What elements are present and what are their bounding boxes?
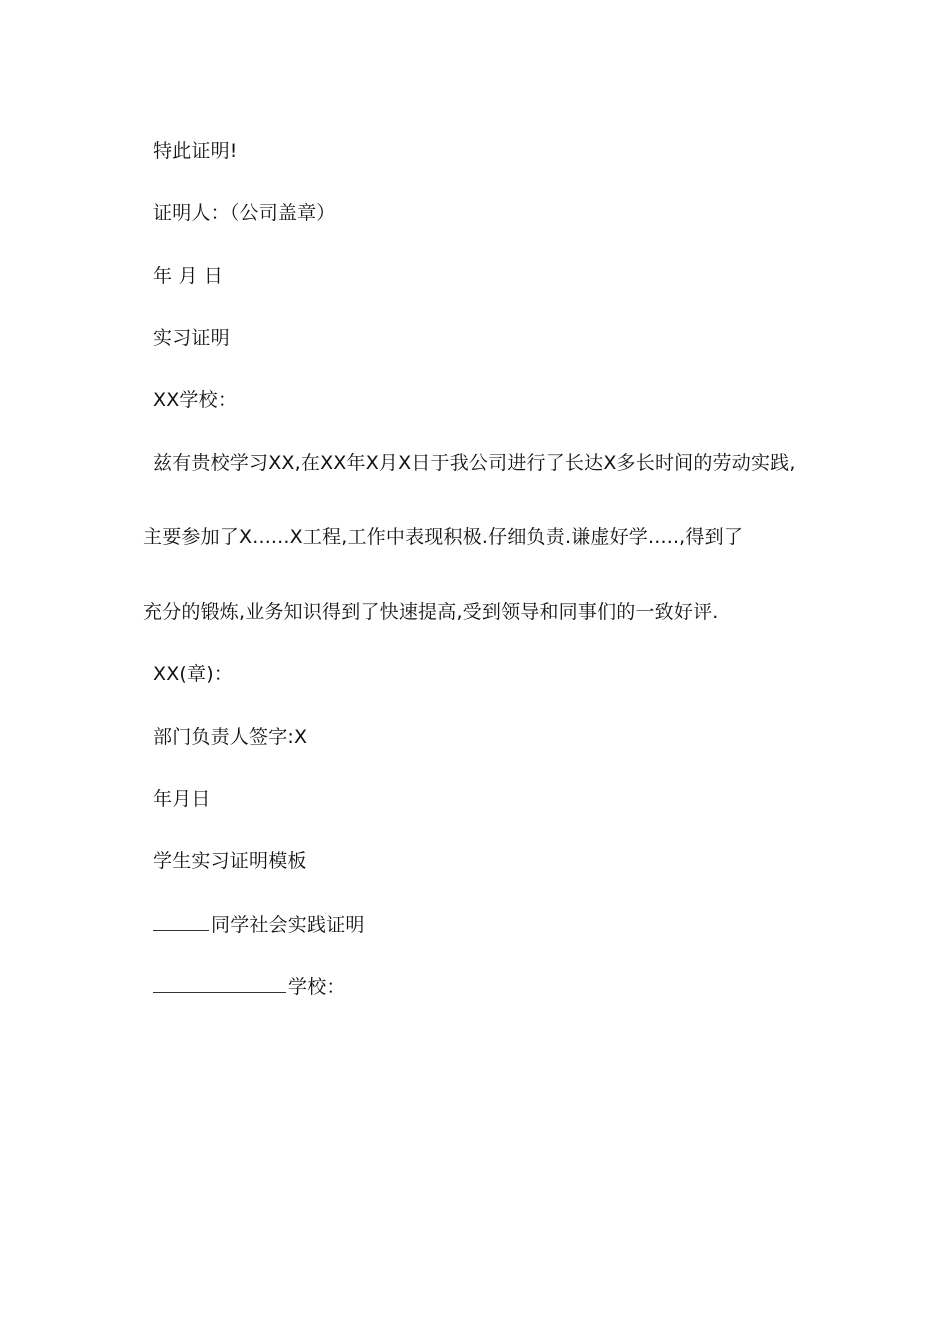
student-name-blank	[153, 912, 209, 931]
body-paragraph-line-1: 兹有贵校学习XX,在XX年X月X日于我公司进行了长达X多长时间的劳动实践,	[153, 452, 796, 474]
closing-statement: 特此证明!	[153, 140, 238, 162]
student-practice-title	[153, 912, 365, 937]
section-title: 实习证明	[153, 327, 230, 349]
signature-line: 部门负责人签字:X	[153, 726, 308, 748]
student-practice-label: 同学社会实践证明	[211, 914, 365, 936]
seal-line: XX(章)：	[153, 663, 234, 685]
body-paragraph-line-3: 充分的锻炼,业务知识得到了快速提高,受到领导和同事们的一致好评.	[143, 601, 719, 623]
certifier-line: 证明人：（公司盖章）	[153, 202, 336, 224]
date-line: 年 月 日	[153, 265, 224, 287]
school-name-blank	[153, 974, 286, 993]
school-salutation-label: 学校：	[288, 976, 346, 998]
body-paragraph-line-2: 主要参加了X......X工程,工作中表现积极.仔细负责.谦虚好学.....,得到了	[143, 526, 744, 548]
school-salutation	[153, 974, 346, 999]
template-title: 学生实习证明模板	[153, 850, 307, 872]
date-line-2: 年月日	[153, 788, 211, 810]
recipient-school: XX学校：	[153, 389, 238, 411]
